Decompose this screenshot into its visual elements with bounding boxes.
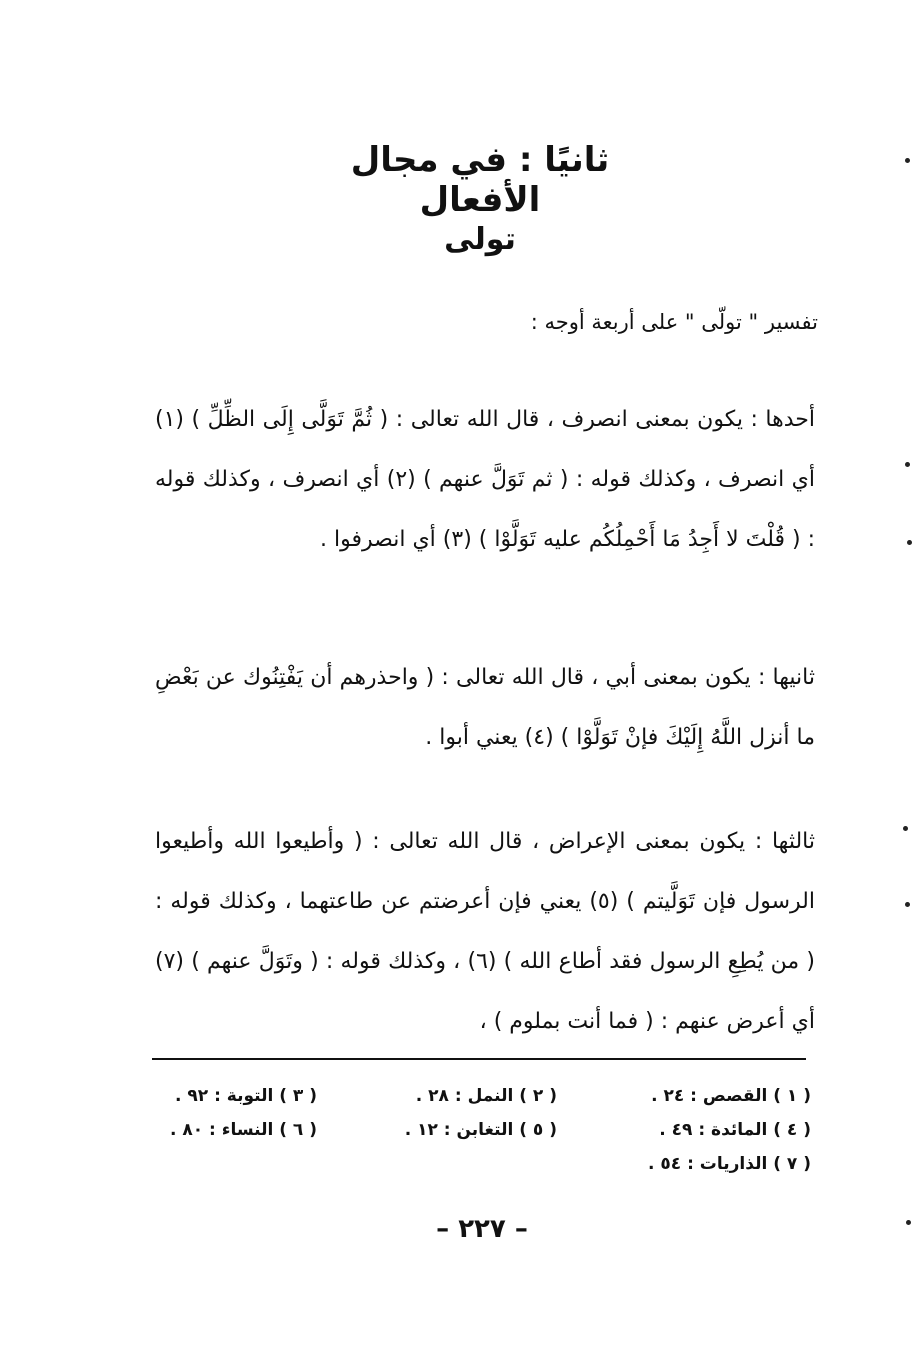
scan-speck bbox=[905, 902, 910, 907]
scan-speck bbox=[905, 462, 910, 467]
footnote-divider bbox=[152, 1058, 806, 1060]
entry-heading: تولى bbox=[444, 222, 516, 257]
footnote-6: ( ٦ ) النساء : ٨٠ . bbox=[169, 1120, 317, 1140]
intro-line: تفسير " تولّى " على أربعة أوجه : bbox=[530, 310, 818, 334]
scan-speck bbox=[905, 158, 910, 163]
section-title: ثانيًا : في مجال الأفعال bbox=[350, 140, 610, 220]
scan-speck bbox=[907, 540, 912, 545]
footnote-4: ( ٤ ) المائدة : ٤٩ . bbox=[659, 1120, 811, 1140]
scan-speck bbox=[903, 826, 908, 831]
scan-speck bbox=[906, 1220, 911, 1225]
paragraph-first-meaning: أحدها : يكون بمعنى انصرف ، قال الله تعالى : ( ثُمَّ تَوَلَّى إِلَى الظِّلِّ ) (١) أي انصرف ، وكذلك قوله : ( ثم تَوَلَّ عنهم ) (٢) أي انصرف ، وكذلك قوله : ( قُلْتَ لا أَجِدُ مَا أَحْمِلُكُم عليه تَوَلَّوْا ) (٣) أي انصرفوا . bbox=[155, 407, 815, 552]
footnote-3: ( ٣ ) التوبة : ٩٢ . bbox=[175, 1086, 317, 1106]
footnote-7: ( ٧ ) الذاريات : ٥٤ . bbox=[648, 1154, 811, 1174]
footnote-1: ( ١ ) القصص : ٢٤ . bbox=[651, 1086, 811, 1106]
paragraph-third-meaning: ثالثها : يكون بمعنى الإعراض ، قال الله تعالى : ( وأطيعوا الله وأطيعوا الرسول فإن تَوَلَّيتم ) (٥) يعني فإن أعرضتم عن طاعتهما ، وكذلك قوله : ( من يُطِعِ الرسول فقد أطاع الله ) (٦) ، وكذلك قوله : ( وتَوَلَّ عنهم ) (٧) أي أعرض عنهم : ( فما أنت بملوم ) ، bbox=[155, 829, 815, 1034]
page-number: – ٢٢٧ – bbox=[436, 1214, 528, 1244]
footnote-2: ( ٢ ) النمل : ٢٨ . bbox=[415, 1086, 557, 1106]
footnote-5: ( ٥ ) التغابن : ١٢ . bbox=[404, 1120, 557, 1140]
paragraph-second-meaning: ثانيها : يكون بمعنى أبي ، قال الله تعالى : ( واحذرهم أن يَفْتِنُوك عن بَعْضِ ما أنزل اللَّهُ إِلَيْكَ فإنْ تَوَلَّوْا ) (٤) يعني أبوا . bbox=[155, 665, 815, 750]
